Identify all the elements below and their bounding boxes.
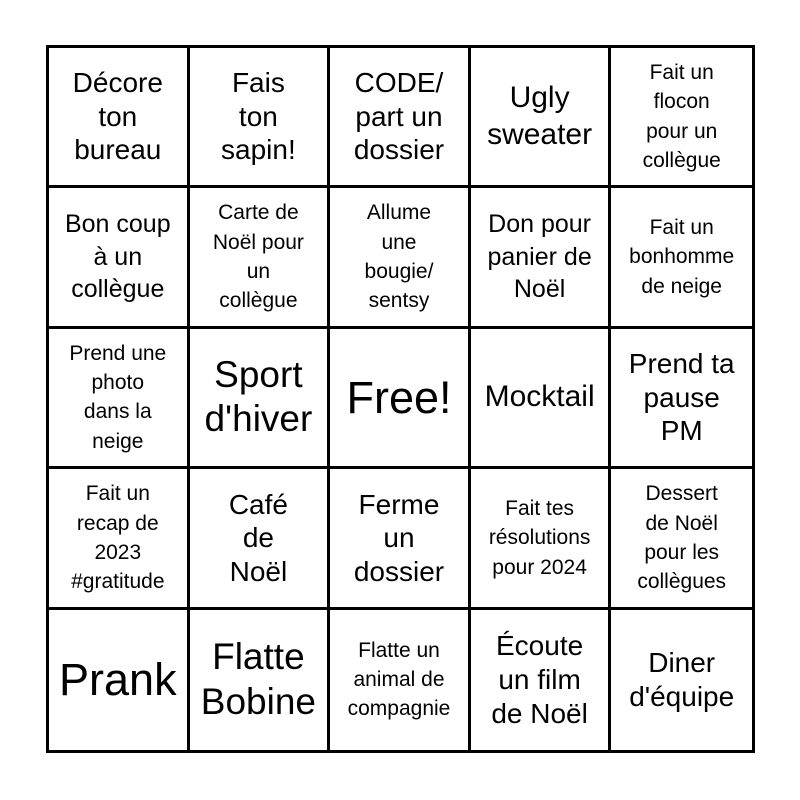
bingo-cell[interactable]: [611, 610, 752, 750]
bingo-cell[interactable]: [611, 329, 752, 469]
bingo-cell[interactable]: [190, 610, 331, 750]
bingo-cell-text: Fait tes résolutions pour 2024: [488, 496, 591, 579]
bingo-cell[interactable]: [49, 188, 190, 328]
bingo-cell[interactable]: [611, 48, 752, 188]
bingo-board: [46, 45, 755, 753]
bingo-cell-text: Allume une bougie/ sentsy: [364, 201, 434, 313]
bingo-cell[interactable]: [49, 329, 190, 469]
bingo-cell-text: Free!: [346, 371, 452, 423]
bingo-cell-text: Fait un bonhomme de neige: [629, 216, 735, 298]
bingo-cell-text: Carte de Noël pour un collègue: [212, 201, 304, 313]
bingo-cell[interactable]: [190, 48, 331, 188]
bingo-cell-text: Prend ta pause PM: [628, 348, 735, 447]
bingo-cell-text: Bon coup à un collègue: [64, 210, 171, 304]
bingo-cell[interactable]: [190, 188, 331, 328]
bingo-cell-text: Décore ton bureau: [72, 67, 163, 166]
bingo-free-space[interactable]: [330, 329, 471, 469]
bingo-cell-text: Diner d'équipe: [629, 647, 735, 712]
bingo-cell-text: Café de Noël: [228, 488, 288, 587]
bingo-cell-text: Fait un flocon pour un collègue: [642, 60, 721, 173]
bingo-cell[interactable]: [330, 48, 471, 188]
bingo-cell-text: Sport d'hiver: [204, 354, 313, 440]
bingo-cell[interactable]: [330, 469, 471, 609]
bingo-cell-text: Flatte un animal de compagnie: [347, 638, 451, 721]
bingo-cell[interactable]: [471, 188, 612, 328]
bingo-cell-text: CODE/ part un dossier: [353, 67, 445, 166]
bingo-cell[interactable]: [49, 610, 190, 750]
bingo-cell[interactable]: [611, 469, 752, 609]
bingo-cell-text: Ugly sweater: [487, 81, 593, 151]
bingo-cell[interactable]: [330, 188, 471, 328]
bingo-cell-text: Mocktail: [484, 380, 595, 414]
bingo-cell-text: Dessert de Noël pour les collègues: [637, 482, 727, 594]
bingo-cell[interactable]: [49, 469, 190, 609]
bingo-cell[interactable]: [611, 188, 752, 328]
bingo-cell-text: Prend une photo dans la neige: [69, 341, 167, 453]
bingo-cell-text: Fais ton sapin!: [221, 67, 296, 166]
bingo-cell-text: Don pour panier de Noël: [487, 210, 592, 304]
bingo-cell-text: Prank: [59, 654, 177, 706]
bingo-cell[interactable]: [471, 469, 612, 609]
bingo-cell[interactable]: [471, 610, 612, 750]
bingo-cell-text: Ferme un dossier: [353, 488, 445, 587]
bingo-cell[interactable]: [471, 329, 612, 469]
bingo-cell[interactable]: [190, 469, 331, 609]
bingo-cell[interactable]: [190, 329, 331, 469]
bingo-cell-text: Fait un recap de 2023 #gratitude: [71, 482, 165, 594]
bingo-cell-text: Écoute un film de Noël: [491, 630, 588, 729]
bingo-cell[interactable]: [49, 48, 190, 188]
bingo-cell[interactable]: [471, 48, 612, 188]
bingo-cell-text: Flatte Bobine: [200, 636, 316, 722]
bingo-cell[interactable]: [330, 610, 471, 750]
